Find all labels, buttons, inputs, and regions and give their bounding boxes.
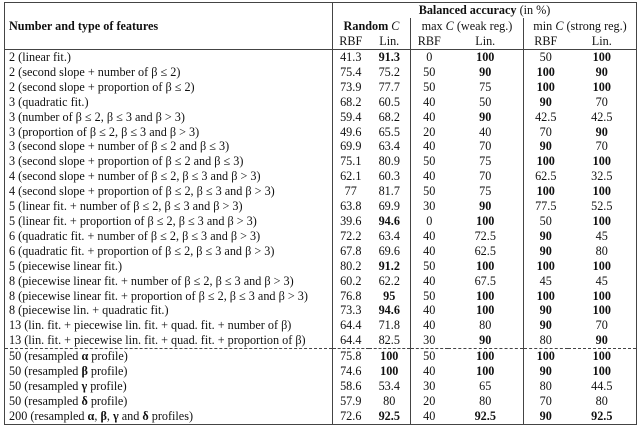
accuracy-cell: 80.9 (369, 154, 411, 169)
accuracy-cell: 100 (448, 289, 524, 304)
accuracy-cell: 53.4 (369, 379, 411, 394)
label-text: profile) (87, 393, 128, 408)
accuracy-cell: 94.6 (369, 214, 411, 229)
accuracy-cell: 75 (448, 80, 524, 95)
accuracy-cell: 58.6 (340, 378, 362, 393)
accuracy-cell: 40 (423, 364, 436, 379)
label-text: 6 (quadratic fit. + number of β ≤ 2, β ≤ 3 and β > 3) (9, 228, 261, 243)
accuracy-cell: 67.5 (448, 274, 524, 289)
accuracy-cell: 63.4 (369, 229, 411, 244)
accuracy-cell: 90 (595, 333, 608, 348)
table-row (5, 110, 637, 125)
accuracy-cell: 91.3 (369, 50, 411, 65)
feature-label (5, 244, 333, 259)
feature-label (5, 154, 333, 169)
accuracy-cell: 100 (369, 364, 411, 379)
accuracy-cell: 80 (539, 333, 552, 348)
accuracy-cell: 40 (423, 109, 436, 124)
greek-symbol: β (100, 408, 107, 423)
table-row (5, 289, 637, 304)
accuracy-cell: 91.2 (369, 259, 411, 274)
subheader-rbf: RBF (411, 34, 448, 50)
accuracy-cell: 73.3 (340, 303, 362, 318)
table-row (5, 169, 637, 184)
label-text: 3 (second slope + proportion of β ≤ 2 and β ≤ 3) (9, 154, 244, 169)
feature-label (5, 110, 333, 125)
accuracy-cell: 60.3 (369, 169, 411, 184)
feature-label (5, 364, 333, 379)
accuracy-cell: 42.5 (591, 109, 613, 124)
subheader-rbf: RBF (333, 34, 369, 50)
accuracy-cell: 75.1 (340, 154, 362, 169)
accuracy-cell: 75 (448, 154, 524, 169)
table-row (5, 80, 637, 95)
accuracy-cell: 100 (592, 364, 611, 379)
accuracy-cell: 77 (344, 184, 357, 199)
accuracy-cell: 100 (592, 50, 611, 64)
feature-label (5, 259, 333, 274)
accuracy-cell: 73.9 (340, 79, 362, 94)
feature-label (5, 139, 333, 154)
accuracy-cell: 32.5 (591, 169, 613, 184)
accuracy-cell: 39.6 (340, 213, 362, 228)
table-row (5, 394, 637, 409)
accuracy-cell: 41.3 (340, 50, 362, 64)
accuracy-cell: 40 (423, 303, 436, 318)
feature-label (5, 65, 333, 80)
label-text: 13 (lin. fit. + piecewise lin. fit. + quad. fit. + number of β) (9, 318, 292, 333)
accuracy-cell: 100 (448, 50, 524, 65)
accuracy-cell: 68.2 (340, 94, 362, 109)
table-row (5, 379, 637, 394)
feature-label (5, 95, 333, 110)
accuracy-cell: 80 (448, 394, 524, 409)
feature-label (5, 409, 333, 424)
table-row (5, 154, 637, 169)
accuracy-cell: 80.2 (340, 258, 362, 273)
accuracy-cell: 100 (592, 303, 611, 318)
accuracy-cell: 44.5 (591, 378, 613, 393)
accuracy-cell: 90 (448, 333, 524, 348)
accuracy-cell: 80 (539, 378, 552, 393)
accuracy-cell: 77.7 (369, 80, 411, 95)
accuracy-cell: 63.8 (340, 199, 362, 214)
label-text: 13 (lin. fit. + piecewise lin. fit. + quad. fit. + proportion of β) (9, 333, 306, 348)
accuracy-cell: 100 (592, 184, 611, 199)
label-text: 8 (piecewise linear fit. + number of β ≤ 2, β ≤ 3 and β > 3) (9, 273, 294, 288)
accuracy-cell: 92.5 (591, 408, 613, 423)
label-text: 2 (second slope + proportion of β ≤ 2) (9, 79, 195, 94)
label-text: , (106, 408, 113, 423)
accuracy-cell: 72.5 (448, 229, 524, 244)
accuracy-cell: 50 (423, 154, 436, 169)
accuracy-cell: 90 (539, 243, 552, 258)
feature-label (5, 274, 333, 289)
accuracy-cell: 70 (539, 124, 552, 139)
accuracy-cell: 77.5 (535, 199, 557, 214)
accuracy-cell: 40 (423, 273, 436, 288)
accuracy-cell: 50 (448, 95, 524, 110)
accuracy-cell: 90 (539, 94, 552, 109)
accuracy-cell: 100 (592, 154, 611, 169)
accuracy-cell: 68.2 (369, 110, 411, 125)
accuracy-cell: 90 (539, 408, 552, 423)
greek-symbol: δ (142, 408, 149, 423)
accuracy-cell: 100 (536, 79, 555, 94)
label-text: 200 (resampled (9, 408, 88, 423)
accuracy-cell: 40 (423, 243, 436, 258)
greek-symbol: δ (81, 393, 88, 408)
subheader-lin: Lin. (369, 34, 411, 50)
accuracy-cell: 100 (369, 349, 411, 364)
accuracy-cell: 42.5 (535, 109, 557, 124)
label-text: 3 (number of β ≤ 2, β ≤ 3 and β > 3) (9, 109, 185, 124)
feature-label (5, 289, 333, 304)
table-row (5, 229, 637, 244)
table-row (5, 364, 637, 379)
feature-label (5, 303, 333, 318)
table-row (5, 139, 637, 154)
feature-label (5, 184, 333, 199)
label-text: profile) (87, 378, 127, 393)
label-text: profile) (87, 364, 128, 379)
accuracy-cell: 70 (539, 393, 552, 408)
label-text: 3 (quadratic fit.) (9, 94, 89, 109)
accuracy-cell: 65.5 (369, 125, 411, 140)
accuracy-cell: 0 (426, 50, 433, 64)
accuracy-cell: 0 (426, 213, 433, 228)
feature-label (5, 333, 333, 348)
accuracy-cell: 72.2 (340, 228, 362, 243)
accuracy-cell: 45 (539, 273, 552, 288)
accuracy-cell: 74.6 (340, 364, 362, 379)
accuracy-cell: 100 (536, 154, 555, 169)
accuracy-cell: 69.6 (369, 244, 411, 259)
label-text: 4 (second slope + proportion of β ≤ 2, β ≤ 3 and β > 3) (9, 184, 275, 199)
results-table (4, 2, 637, 425)
accuracy-cell: 30 (423, 333, 436, 348)
accuracy-cell: 62.5 (535, 169, 557, 184)
accuracy-cell: 100 (448, 349, 524, 364)
accuracy-cell: 52.5 (591, 199, 613, 214)
accuracy-cell: 90 (539, 364, 552, 379)
table-row (5, 184, 637, 199)
feature-label (5, 199, 333, 214)
accuracy-cell: 100 (448, 259, 524, 274)
group-min-c: min C (strong reg.) (533, 18, 627, 33)
accuracy-cell: 80 (448, 318, 524, 333)
feature-label (5, 50, 333, 65)
balanced-accuracy-header: Balanced accuracy (in %) (418, 3, 551, 17)
table-row (5, 333, 637, 348)
accuracy-cell: 72.6 (340, 408, 362, 423)
accuracy-cell: 92.5 (448, 409, 524, 424)
table-row (5, 95, 637, 110)
label-text: profiles) (148, 408, 194, 423)
table-row (5, 214, 637, 229)
subheader-rbf: RBF (524, 34, 568, 50)
table-row (5, 50, 637, 65)
accuracy-cell: 75 (448, 184, 524, 199)
feature-label (5, 394, 333, 409)
accuracy-cell: 75.8 (333, 349, 369, 364)
greek-symbol: β (81, 364, 88, 379)
accuracy-cell: 60.5 (369, 95, 411, 110)
accuracy-cell: 75.2 (369, 65, 411, 80)
accuracy-cell: 76.8 (340, 288, 362, 303)
features-header: Number and type of features (5, 18, 333, 34)
table-row (5, 274, 637, 289)
accuracy-cell: 90 (539, 228, 552, 243)
accuracy-cell: 45 (595, 273, 608, 288)
accuracy-cell: 100 (524, 349, 568, 364)
label-text: and (118, 408, 143, 423)
greek-symbol: γ (81, 378, 88, 393)
greek-symbol: α (81, 349, 89, 364)
accuracy-cell: 60.2 (340, 273, 362, 288)
accuracy-cell: 100 (592, 213, 611, 228)
accuracy-cell: 40 (423, 94, 436, 109)
label-text: , (94, 408, 101, 423)
label-text: 3 (second slope + number of β ≤ 2 and β ≤ 3) (9, 139, 230, 154)
table-row (5, 125, 637, 140)
accuracy-cell: 50 (423, 258, 436, 273)
label-text: 3 (proportion of β ≤ 2, β ≤ 3 and β > 3) (9, 124, 200, 139)
label-text: 8 (piecewise linear fit. + proportion of β ≤ 2, β ≤ 3 and β > 3) (9, 288, 308, 303)
accuracy-cell: 90 (448, 110, 524, 125)
accuracy-cell: 82.5 (369, 333, 411, 348)
accuracy-cell: 45 (595, 228, 608, 243)
table-row (5, 244, 637, 259)
accuracy-cell: 90 (448, 65, 524, 80)
accuracy-cell: 30 (423, 199, 436, 214)
accuracy-cell: 40 (423, 228, 436, 243)
label-text: 50 (resampled (9, 393, 82, 408)
accuracy-cell: 90 (595, 124, 608, 139)
accuracy-cell: 100 (536, 288, 555, 303)
accuracy-cell: 70 (595, 139, 608, 154)
feature-label (5, 125, 333, 140)
greek-symbol: γ (112, 408, 119, 423)
accuracy-cell: 40 (448, 125, 524, 140)
accuracy-cell: 90 (539, 318, 552, 333)
accuracy-cell: 100 (592, 79, 611, 94)
accuracy-cell: 40 (423, 408, 436, 423)
accuracy-cell: 100 (536, 64, 555, 79)
accuracy-cell: 70 (595, 94, 608, 109)
accuracy-cell: 81.7 (369, 184, 411, 199)
accuracy-cell: 75.4 (340, 64, 362, 79)
accuracy-cell: 20 (423, 393, 436, 408)
accuracy-cell: 100 (592, 288, 611, 303)
label-text: 5 (piecewise linear fit.) (9, 258, 123, 273)
table-row (5, 349, 637, 364)
feature-label (5, 80, 333, 95)
accuracy-cell: 50 (539, 213, 552, 228)
label-text: 2 (second slope + number of β ≤ 2) (9, 64, 181, 79)
accuracy-cell: 100 (448, 214, 524, 229)
label-text: 2 (linear fit.) (9, 50, 71, 64)
accuracy-cell: 69.9 (369, 199, 411, 214)
accuracy-cell: 64.4 (340, 318, 362, 333)
accuracy-cell: 70 (448, 169, 524, 184)
accuracy-cell: 90 (448, 199, 524, 214)
label-text: 5 (linear fit. + proportion of β ≤ 2, β ≤ 3 and β > 3) (9, 213, 257, 228)
accuracy-cell: 62.2 (369, 274, 411, 289)
accuracy-cell: 62.1 (340, 169, 362, 184)
accuracy-cell: 49.6 (340, 124, 362, 139)
accuracy-cell: 100 (448, 303, 524, 318)
accuracy-cell: 63.4 (369, 139, 411, 154)
accuracy-cell: 100 (568, 349, 637, 364)
accuracy-cell: 65 (448, 379, 524, 394)
accuracy-cell: 80 (369, 394, 411, 409)
accuracy-cell: 50 (423, 288, 436, 303)
table-row (5, 65, 637, 80)
label-text: 50 (resampled (9, 378, 82, 393)
accuracy-cell: 40 (423, 318, 436, 333)
accuracy-cell: 50 (423, 64, 436, 79)
label-text: 50 (resampled (9, 364, 82, 379)
accuracy-cell: 90 (539, 303, 552, 318)
accuracy-cell: 64.4 (340, 333, 362, 348)
accuracy-cell: 62.5 (448, 244, 524, 259)
feature-label (5, 169, 333, 184)
accuracy-cell: 20 (423, 124, 436, 139)
accuracy-cell: 50 (411, 349, 448, 364)
table-row (5, 409, 637, 424)
label-text: 6 (quadratic fit. + proportion of β ≤ 2, β ≤ 3 and β > 3) (9, 243, 275, 258)
accuracy-cell: 100 (592, 258, 611, 273)
greek-symbol: α (87, 408, 95, 423)
label-text: 5 (linear fit. + number of β ≤ 2, β ≤ 3 and β > 3) (9, 199, 243, 214)
label-text: profile) (88, 349, 128, 364)
subheader-lin: Lin. (568, 34, 637, 50)
accuracy-cell: 80 (595, 243, 608, 258)
accuracy-cell: 100 (448, 364, 524, 379)
accuracy-cell: 57.9 (340, 393, 362, 408)
accuracy-cell: 50 (539, 50, 552, 64)
accuracy-cell: 100 (536, 258, 555, 273)
accuracy-cell: 70 (448, 139, 524, 154)
accuracy-cell: 50 (423, 79, 436, 94)
accuracy-cell: 90 (539, 139, 552, 154)
table-row (5, 318, 637, 333)
table-row (5, 199, 637, 214)
accuracy-cell: 40 (423, 169, 436, 184)
accuracy-cell: 95 (369, 289, 411, 304)
feature-label (5, 349, 333, 364)
accuracy-cell: 94.6 (369, 303, 411, 318)
feature-label (5, 318, 333, 333)
accuracy-cell: 71.8 (369, 318, 411, 333)
table-body (5, 50, 637, 425)
accuracy-cell: 80 (595, 393, 608, 408)
accuracy-cell: 100 (536, 184, 555, 199)
subheader-lin: Lin. (448, 34, 524, 50)
feature-label (5, 229, 333, 244)
label-text: 4 (second slope + number of β ≤ 2, β ≤ 3 and β > 3) (9, 169, 261, 184)
table-row (5, 259, 637, 274)
accuracy-cell: 92.5 (369, 409, 411, 424)
label-text: 50 (resampled (9, 349, 82, 364)
label-text: 8 (piecewise lin. + quadratic fit.) (9, 303, 169, 318)
accuracy-cell: 69.9 (340, 139, 362, 154)
accuracy-cell: 90 (595, 64, 608, 79)
group-max-c: max C (weak reg.) (411, 18, 524, 34)
accuracy-cell: 59.4 (340, 109, 362, 124)
accuracy-cell: 50 (423, 184, 436, 199)
group-random-c: Random C (333, 18, 411, 34)
accuracy-cell: 70 (595, 318, 608, 333)
accuracy-cell: 40 (423, 139, 436, 154)
table-row (5, 303, 637, 318)
accuracy-cell: 30 (423, 378, 436, 393)
feature-label (5, 379, 333, 394)
accuracy-cell: 67.8 (340, 243, 362, 258)
feature-label (5, 214, 333, 229)
